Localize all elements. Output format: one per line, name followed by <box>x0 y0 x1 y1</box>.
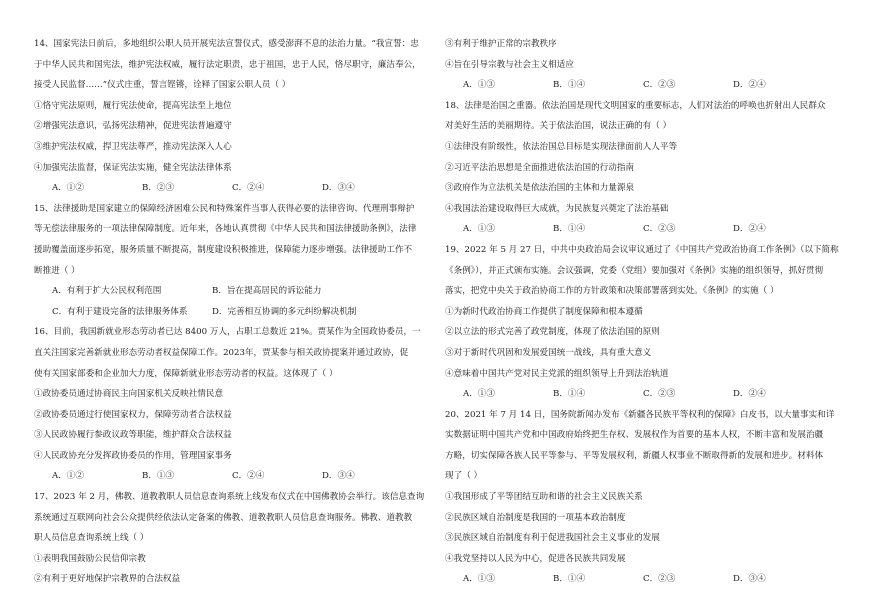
option-c: C．②④ <box>232 471 265 482</box>
statement-item: ①我国形成了平等团结互助和谐的社会主义民族关系 <box>445 492 643 503</box>
option-c: C．②③ <box>643 389 676 400</box>
statement-item: ③对于新时代巩固和发展爱国统一战线，具有重大意义 <box>445 347 652 358</box>
question-text: 14、国家宪法日前后，多地组织公职人员开展宪法宣誓仪式，感受澎湃不息的法治力量。“我宣誓：忠 <box>34 39 419 49</box>
option-d: D．完善相互协调的多元纠纷解决机制 <box>212 306 357 317</box>
question-text: 17、2023 年 2 月，佛教、道教教职人员信息查询系统上线发布仪式在中国佛教协会举行。该信息查询 <box>34 492 425 503</box>
option-b: B．①④ <box>553 574 586 585</box>
question-text: 方略，切实保障各族人民平等参与、平等发展权利，新疆人权事业不断取得新的发展和进步。材料体 <box>445 450 824 461</box>
question-text: 断推进（ ） <box>34 265 80 276</box>
answer-options <box>34 178 434 199</box>
question-text: 系统通过互联网向社会公众提供经依法认定备案的佛教、道教教职人员信息查询服务。佛教、道教教 <box>34 512 413 523</box>
question-text: 20、2021 年 7 月 14 日，国务院新闻办发布《新疆各民族平等权利的保障》白皮书，以大量事实和详 <box>445 409 835 420</box>
question-text: 落实，把党中央关于政治协商工作的方针政策和决策部署落到实处。《条例》的实施（ ） <box>445 286 779 297</box>
right-column <box>445 34 843 590</box>
question-16 <box>34 322 434 487</box>
left-column <box>34 34 434 590</box>
option-b: B．①③ <box>142 471 175 482</box>
statement-item: ③有利于维护正常的宗教秩序 <box>445 39 557 49</box>
statement-item: ①为新时代政治协商工作提供了制度保障和根本遵循 <box>445 306 643 317</box>
option-b: B．①④ <box>553 224 586 235</box>
question-15 <box>34 199 434 323</box>
statement-item: ③政府作为立法机关是依法治国的主体和力量源泉 <box>445 183 635 194</box>
question-text: 直关注国家完善新就业形态劳动者权益保障工作。2023年，贾某参与相关政协提案并通过政协，促 <box>34 347 409 358</box>
option-d: D．③④ <box>322 471 355 482</box>
question-17-continued <box>445 34 843 96</box>
question-text: 援助覆盖面逐步拓宽，服务质量不断提高，制度建设积极推进，保障能力逐步增强。法律援助工作不 <box>34 244 413 255</box>
question-text: 对美好生活的美丽期待。关于依法治国，说法正确的有（ ） <box>445 121 672 132</box>
option-c: C．②③ <box>643 80 676 91</box>
option-a: A．有利于扩大公民权利范围 <box>52 286 162 297</box>
option-b: B．旨在提高居民的诉讼能力 <box>212 286 322 297</box>
statement-item: ④人民政协充分发挥政协委员的作用，管理国家事务 <box>34 450 232 461</box>
question-text: 于中华人民共和国宪法，维护宪法权威，履行法定职责，忠于祖国，忠于人民，恪尽职守，廉洁奉公， <box>34 59 421 70</box>
option-d: D．②④ <box>733 80 766 91</box>
question-19 <box>445 240 843 405</box>
option-d: D．③④ <box>322 183 355 194</box>
statement-item: ②以立法的形式完善了政党制度，体现了依法治国的原则 <box>445 327 660 338</box>
question-text: 职人员信息查询系统上线（ ） <box>34 533 149 544</box>
option-a: A．①③ <box>463 224 495 235</box>
statement-item: ④意味着中国共产党对民主党派的组织领导上升到法治轨道 <box>445 368 669 379</box>
statement-item: ②增强宪法意识，弘扬宪法精神，促进宪法普遍遵守 <box>34 121 232 132</box>
question-text: 16、目前，我国新就业形态劳动者已达 8400 万人，占职工总数近 21%。贾某作为全国政协委员，一 <box>34 327 421 338</box>
option-c: C．②③ <box>643 224 676 235</box>
statement-item: ③人民政协履行参政议政等职能，维护群众合法权益 <box>34 430 232 441</box>
option-a: A．①③ <box>463 80 495 91</box>
option-b: B．②③ <box>142 183 175 194</box>
question-text: 15、法律援助是国家建立的保障经济困难公民和特殊案件当事人获得必要的法律咨询、代理刑事辩护 <box>34 203 415 214</box>
answer-options <box>445 569 843 590</box>
question-20 <box>445 405 843 590</box>
question-text: 使有关国家部委和企业加大力度，保障新就业形态劳动者的权益。这体现了（ ） <box>34 368 338 379</box>
option-d: D．③④ <box>733 574 766 585</box>
statement-item: ②政协委员通过行使国家权力，保障劳动者合法权益 <box>34 409 232 420</box>
statement-item: ④旨在引导宗教与社会主义相适应 <box>445 59 574 70</box>
question-17 <box>34 487 434 590</box>
answer-options <box>445 219 843 240</box>
statement-item: ①政协委员通过协商民主向国家机关反映社情民意 <box>34 389 224 400</box>
option-b: B．①④ <box>553 80 586 91</box>
statement-item: ②习近平法治思想是全面推进依法治国的行动指南 <box>445 162 635 173</box>
statement-item: ③民族区域自治制度有利于促进我国社会主义事业的发展 <box>445 533 660 544</box>
statement-item: ②民族区域自治制度是我国的一项基本政治制度 <box>445 512 626 523</box>
answer-options <box>34 281 434 302</box>
option-a: A．①③ <box>463 389 495 400</box>
question-text: 《条例》），并正式颁布实施。会议强调，党委（党组）要加强对《条例》实施的组织领导，抓好贯彻 <box>445 265 824 276</box>
statement-item: ④我国法治建设取得巨大成就，为民族复兴奠定了法治基础 <box>445 203 669 214</box>
option-a: A．①② <box>52 471 84 482</box>
question-text: 18、法律是治国之重器。依法治国是现代文明国家的重要标志，人们对法治的呼唤也折射出人民群众 <box>445 100 826 111</box>
question-text: 等无偿法律服务的一项法律保障制度。近年来，各地认真贯彻《中华人民共和国法律援助条例》，法律 <box>34 224 417 235</box>
question-14 <box>34 34 434 199</box>
statement-item: ②有利于更好地保护宗教界的合法权益 <box>34 574 181 585</box>
statement-item: ③维护宪法权威，捍卫宪法尊严，推动宪法深入人心 <box>34 141 232 152</box>
statement-item: ④加强宪法监督，保证宪法实施，健全宪法法律体系 <box>34 162 232 173</box>
option-d: D．②④ <box>733 389 766 400</box>
answer-options <box>34 302 434 323</box>
statement-item: ①恪守宪法原则，履行宪法使命，提高宪法至上地位 <box>34 100 232 111</box>
answer-options <box>34 466 434 487</box>
question-text: 实数据证明中国共产党和中国政府始终把生存权、发展权作为首要的基本人权，不断丰富和发展治疆 <box>445 430 824 441</box>
question-text: 19、2022 年 5 月 27 日，中共中央政治局会议审议通过了《中国共产党政治协商工作条例》（以下简称 <box>445 244 839 255</box>
option-b: B．①④ <box>553 389 586 400</box>
question-18 <box>445 96 843 240</box>
option-d: D．②④ <box>733 224 766 235</box>
option-c: C．②③ <box>643 574 676 585</box>
option-a: A．①② <box>52 183 84 194</box>
answer-options <box>445 75 843 96</box>
statement-item: ①表明我国鼓励公民信仰宗教 <box>34 553 146 564</box>
option-c: C．有利于建设完备的法律服务体系 <box>52 306 188 317</box>
question-text: 现了（ ） <box>445 471 483 482</box>
answer-options <box>445 384 843 405</box>
option-c: C．②④ <box>232 183 265 194</box>
option-a: A．①③ <box>463 574 495 585</box>
statement-item: ④我党坚持以人民为中心，促进各民族共同发展 <box>445 553 626 564</box>
statement-item: ①法律没有阶级性，依法治国总目标是实现法律面前人人平等 <box>445 141 678 152</box>
question-text: 接受人民监督……”仪式庄重，誓言铿锵，诠释了国家公职人员（ ） <box>34 80 291 91</box>
